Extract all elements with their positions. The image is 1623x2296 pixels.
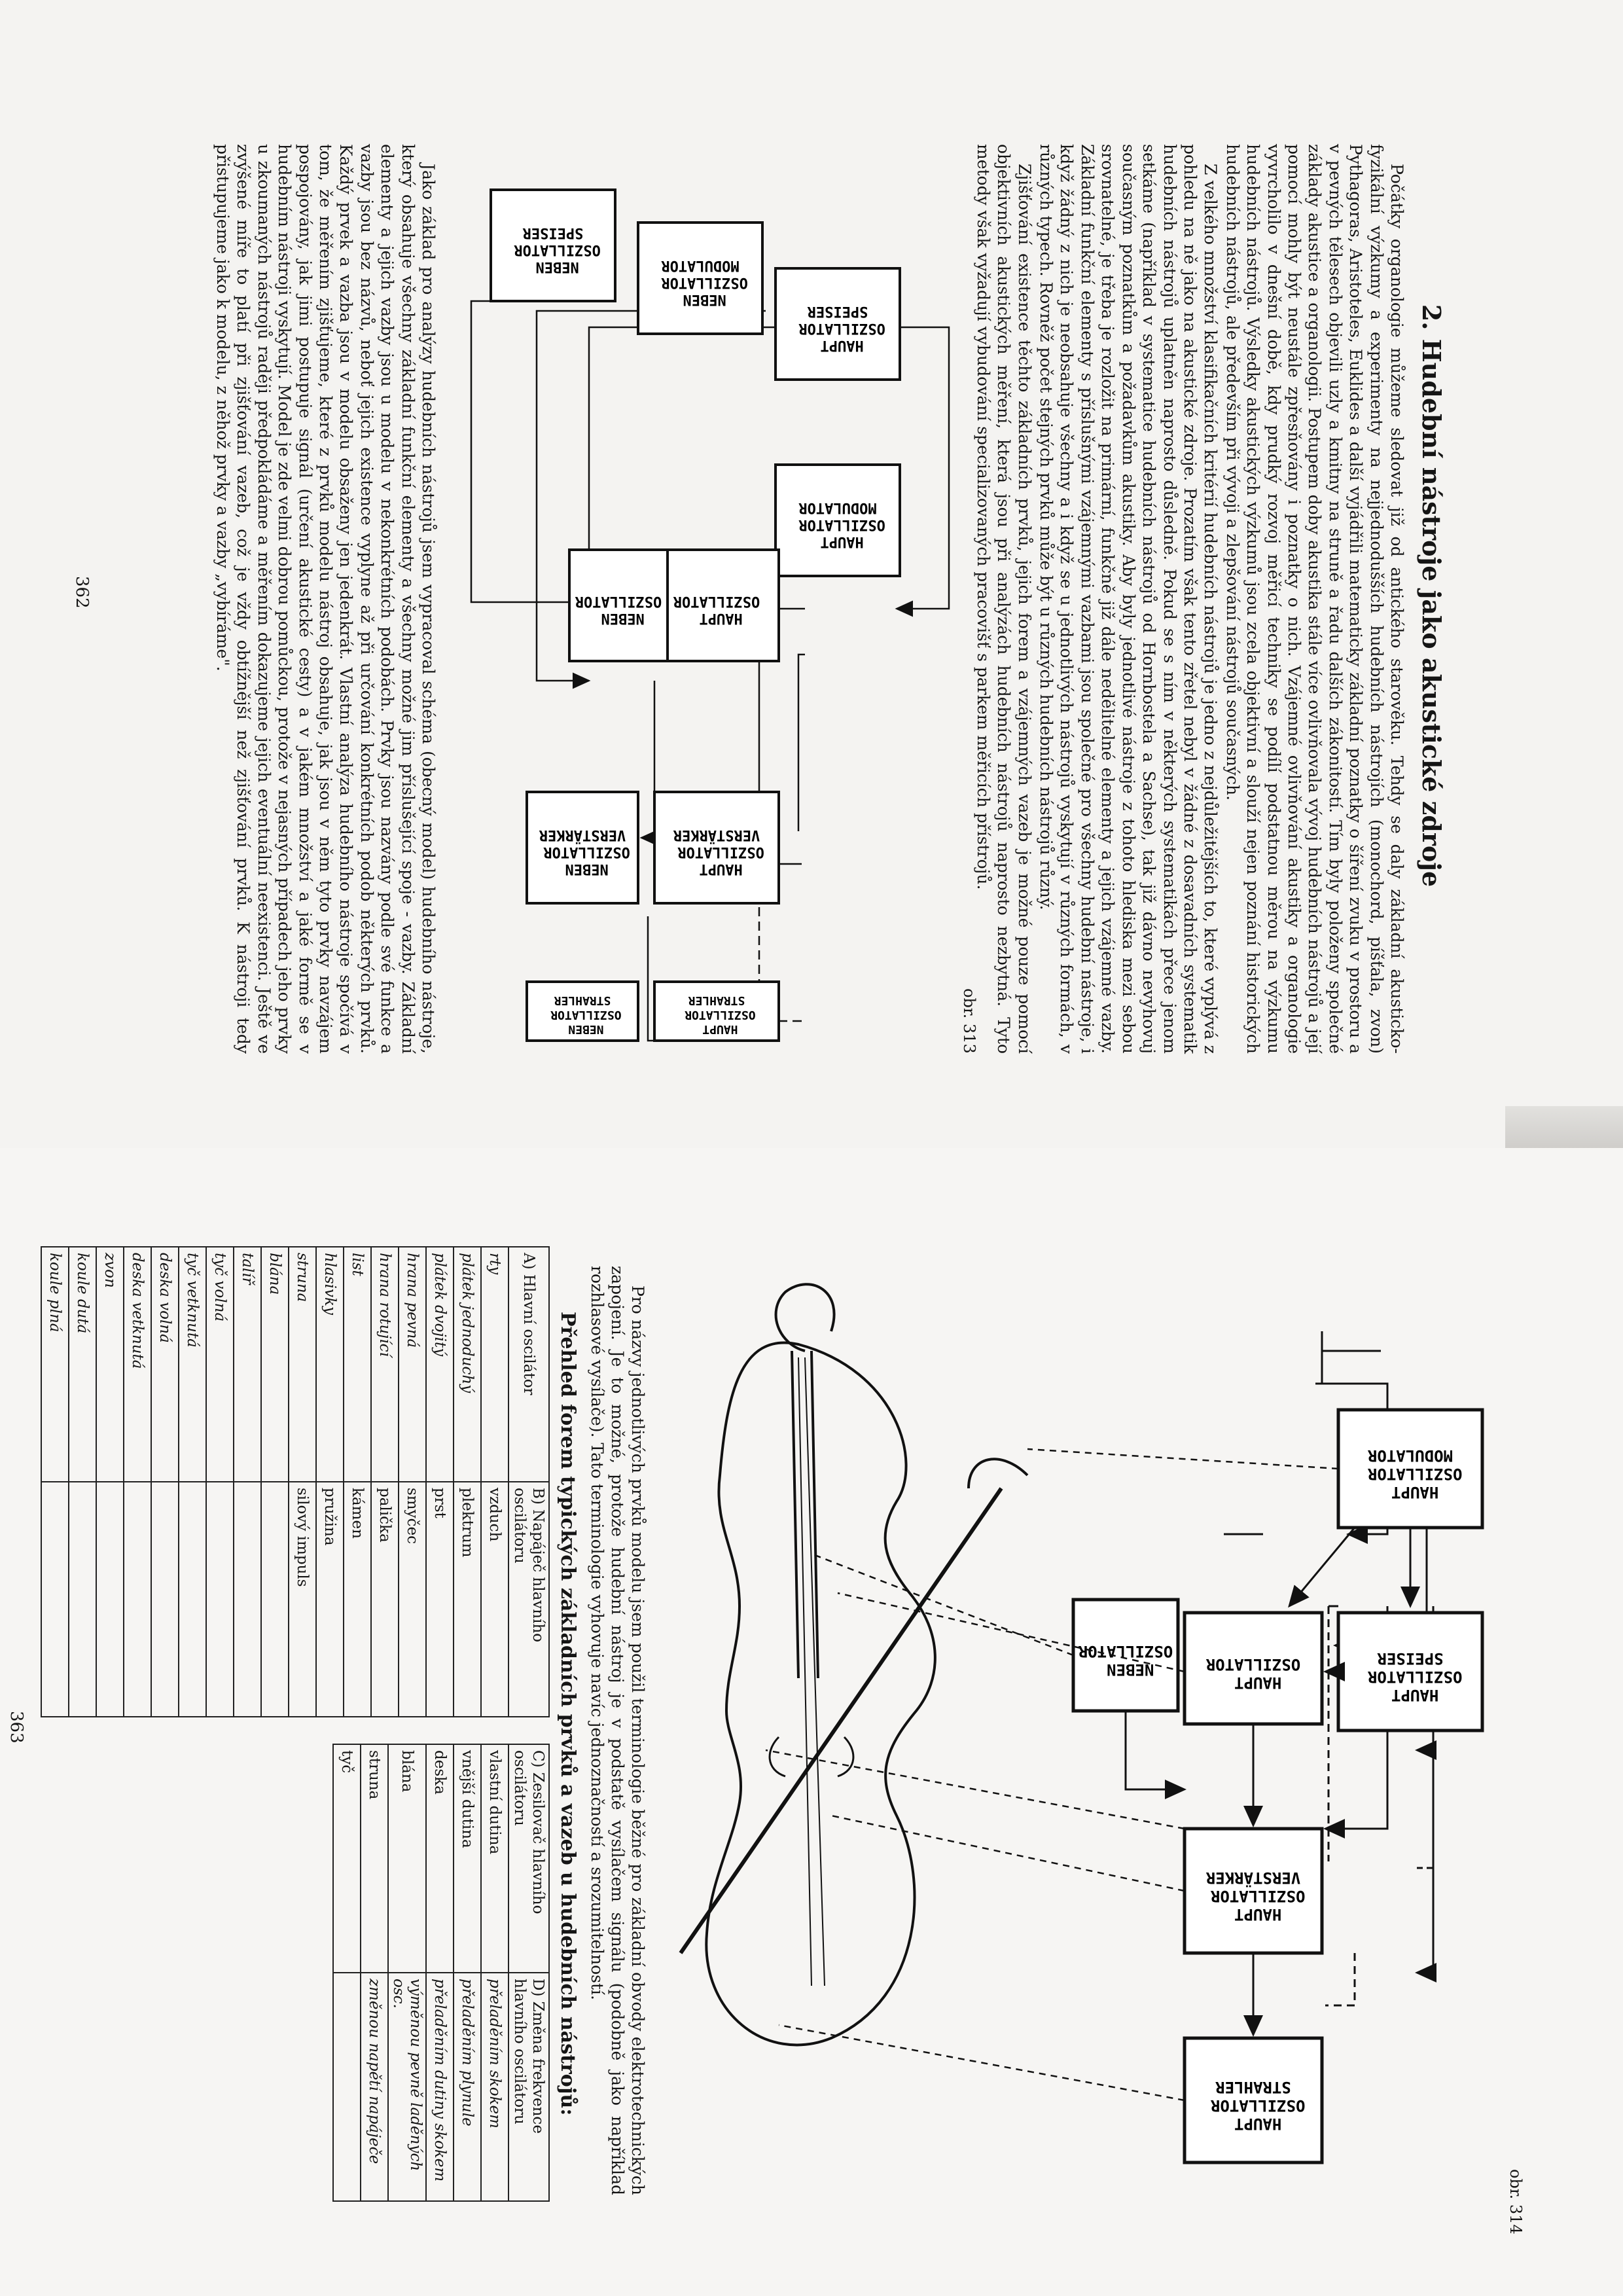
paragraph-3: Zjišťování existence těchto základních prvků, jejich forem a vzájemných vazeb je možné pouze pomocí objektivních akustických měření, která jsou při analýzách hudebních nástrojů naprosto nezbytná. Tyto metody však vyžadují vybudování specializovaných pracovišť s parkem měřicích přístrojů. <box>973 144 1034 1054</box>
label-neben-strahler-3: STRAHLER <box>554 994 611 1007</box>
table-cell: pružina <box>316 1482 344 1717</box>
table-cell: přeladěním skokem <box>481 1973 508 2201</box>
table-cell: tyč vetknutá <box>179 1247 206 1482</box>
table-ab-body <box>41 1247 549 1717</box>
label-neben-speiser-2: OSZILLATOR <box>514 242 601 258</box>
label-haupt-strahler-2: OSZILLATOR <box>685 1008 756 1022</box>
table-cell <box>179 1482 206 1717</box>
header-d: D) Změna frekvence hlavního oscilátoru <box>508 1973 549 2201</box>
label-neben-modulator-1: NEBEN <box>683 291 726 308</box>
paragraph-2: Z velkého množství klasifikačních kritérií hudebních nástrojů je jedno z nejdůležitějších to, které vyplývá z pohledu na ně jako na akustické zdroje. Prozatím však tento zřetel nebyl v žádné z dosavadních systematik hudebních nástrojů uplatněn naprosto důsledně. Pokud se s ním v některých systematikách přece jenom setkáme (například v systematice hudebních nástrojů od Hornbostela a Sachse), tak již dávno nevyhovuj současným poznatkům a požadavkům akustiky. Aby byly jednotlivé nástroje z tohoto hlediska mezi sebou srovnatelné, je třeba je rozložit na primární, funkčně již dále nedělitelné elementy a jejich vzájemné vazby. Základní funkční elementy s příslušnými vzájemnými vazbami jsou společné pro všechny hudební nástroje, i když žádný z nich je neobsahuje všechny a i když se u jednotlivých nástrojů vyskytují v různých formách, v různých typech. Rovněž počet stejných prvků může být u různých hudebních nástrojů různý. <box>1037 144 1221 1054</box>
table-row <box>344 1247 371 1717</box>
table-ab-header <box>508 1247 549 1717</box>
table-cell <box>124 1482 151 1717</box>
label-neben-strahler-1: NEBEN <box>568 1022 604 1036</box>
label-haupt-modulator-2: OSZILLATOR <box>798 516 885 533</box>
label-haupt-verstarker-2: OSZILLATOR <box>677 844 764 860</box>
table-cell <box>69 1482 96 1717</box>
table-title: Přehled forem typických základních prvků a vazeb u hudebních nástrojů: <box>556 1312 579 2116</box>
label-314-speiser-1: HAUPT <box>1391 1686 1439 1704</box>
label-neben-speiser-3: SPEISER <box>522 224 584 241</box>
paragraph-1: Počátky organologie můžeme sledovat již od antického starověku. Tehdy se daly základní akusticko-fyzikální výzkumy a experimenty na nejjednodušších hudebních nástrojích (monochord, píšťala, zvon) Pythagoras, Aristoteles, Euklides a další vyjádřili matematicky základní poznatky o šíření zvuku v prostoru a v pevných tělesech objevili uzly a kmitny na struně a řadu dalších zákonitostí. Tím byly položeny společné základy akustice a organologii. Postupem doby akustika stále více ovlivňovala vývoj hudebních nástrojů a její pomocí mohly být neustále zpřesňovány i poznatky o nich. Vzájemné ovlivňování akustiky a organologie vyvrcholilo v dnešní době, kdy prudký rozvoj měřicí techniky se podílí podstatnou měrou na výzkumu hudebních nástrojů. Výsledky akustických výzkumů jsou zcela objektivní a slouží nejen poznání historických hudebních nástrojů, ale především při vývoji a zlepšování nástrojů současných. <box>1222 144 1406 1054</box>
table-cell: talíř <box>234 1247 261 1482</box>
model-diagram-313 <box>445 183 955 1047</box>
block-314-neben-oszillator <box>1073 1600 1178 1711</box>
block-314-haupt-speiser <box>1338 1613 1482 1731</box>
page-number-362: 362 <box>72 576 92 609</box>
label-314-strahler-2: OSZILLATOR <box>1210 2096 1306 2115</box>
violin-illustration <box>681 1284 1027 2045</box>
label-314-verstarker-2: OSZILLATOR <box>1210 1887 1306 1905</box>
table-cell <box>151 1482 179 1717</box>
table-cell: kámen <box>344 1482 371 1717</box>
block-haupt-oszillator-verstarker <box>654 792 779 903</box>
block-314-haupt-oszillator <box>1185 1613 1322 1724</box>
table-cell: palička <box>371 1482 399 1717</box>
table-row <box>426 1247 454 1717</box>
table-row <box>151 1247 179 1717</box>
label-314-modulator-3: MODULATOR <box>1367 1446 1454 1465</box>
violin-strings <box>798 1357 825 1986</box>
table-cell: přeladěním plynule <box>454 1973 481 2201</box>
label-neben-verstarker-1: NEBEN <box>565 861 609 877</box>
table-cell: tyč volná <box>206 1247 234 1482</box>
block-neben-oszillator-modulator <box>638 223 762 334</box>
table-cell: deska <box>426 1744 454 1973</box>
table-row <box>234 1247 261 1717</box>
table-row <box>124 1247 151 1717</box>
table-cell <box>96 1482 124 1717</box>
table-row <box>361 1744 388 2201</box>
lower-paragraphs <box>211 144 438 1054</box>
table-row <box>96 1247 124 1717</box>
label-neben-modulator-2: OSZILLATOR <box>661 274 748 291</box>
table-row <box>481 1744 508 2201</box>
violin-bow <box>681 1488 1001 1953</box>
table-row <box>333 1744 361 2201</box>
table-cell: blána <box>261 1247 289 1482</box>
block-neben-oszillator <box>569 550 668 661</box>
violin-body-outline <box>706 1342 935 2045</box>
table-cd-header <box>508 1744 549 2201</box>
block-neben-oszillator-strahler <box>527 982 638 1041</box>
table-cell: deska volná <box>151 1247 179 1482</box>
block-314-haupt-verstarker <box>1185 1829 1322 1953</box>
label-haupt-oszillator-1: HAUPT <box>699 610 743 626</box>
table-cell: plektrum <box>454 1482 481 1717</box>
model-diagram-314 <box>635 1253 1486 2182</box>
table-row <box>41 1247 69 1717</box>
table-cell: hlasivky <box>316 1247 344 1482</box>
block-314-haupt-modulator <box>1338 1410 1482 1528</box>
table-cell: rty <box>481 1247 508 1482</box>
label-haupt-speiser-2: OSZILLATOR <box>798 320 885 336</box>
table-cell: struna <box>361 1744 388 1973</box>
table-cell <box>41 1482 69 1717</box>
chapter-title: 2. Hudební nástroje jako akustické zdroje <box>1417 304 1446 888</box>
table-cell: struna <box>289 1247 316 1482</box>
label-314-modulator-1: HAUPT <box>1391 1483 1439 1501</box>
table-cd-body <box>333 1744 549 2201</box>
table-cell: tyč <box>333 1744 361 1973</box>
table-row <box>69 1247 96 1717</box>
table-oscillator-feeder <box>41 1246 550 1717</box>
label-314-modulator-2: OSZILLATOR <box>1367 1465 1463 1483</box>
table-cell <box>261 1482 289 1717</box>
table-amplifier-frequency <box>332 1744 550 2202</box>
table-row <box>426 1744 454 2201</box>
intro-terminology <box>587 1266 648 2195</box>
header-c: C) Zesilovač hlavního oscilátoru <box>508 1744 549 1973</box>
label-314-neben-2: OSZILLATOR <box>1078 1642 1173 1660</box>
figure-314-label: obr. 314 <box>1507 2169 1525 2234</box>
page-363-rotated-content <box>0 1148 1623 2296</box>
block-haupt-oszillator-modulator <box>776 465 900 576</box>
label-neben-modulator-3: MODULATOR <box>661 257 740 274</box>
table-cell: vlastní dutina <box>481 1744 508 1973</box>
label-neben-oszillator-2: OSZILLATOR <box>575 593 662 609</box>
table-cell: blána <box>388 1744 426 1973</box>
table-row <box>206 1247 234 1717</box>
table-row <box>316 1247 344 1717</box>
block-neben-oszillator-verstarker <box>527 792 638 903</box>
label-haupt-oszillator-2: OSZILLATOR <box>673 593 760 609</box>
violin-neck <box>792 1351 818 1678</box>
block-neben-oszillator-speiser <box>491 190 615 301</box>
violin-scroll <box>776 1284 834 1351</box>
label-haupt-modulator-1: HAUPT <box>820 533 864 550</box>
table-cell: koule plná <box>41 1247 69 1482</box>
label-haupt-speiser-1: HAUPT <box>820 337 864 353</box>
table-cell: plátek jednoduchý <box>454 1247 481 1482</box>
label-neben-strahler-2: OSZILLATOR <box>550 1008 622 1022</box>
table-cell: koule dutá <box>69 1247 96 1482</box>
diagram-314-blocks <box>1073 1410 1482 2162</box>
table-row <box>261 1247 289 1717</box>
table-row <box>179 1247 206 1717</box>
block-haupt-oszillator-speiser <box>776 268 900 380</box>
page-363 <box>0 1148 1623 2296</box>
label-314-verstarker-1: HAUPT <box>1234 1905 1282 1924</box>
bow-hand <box>969 1459 1027 1488</box>
table-cell: přeladěním dutiny skokem <box>426 1973 454 2201</box>
header-a: A) Hlavní oscilátor <box>508 1247 549 1482</box>
table-cell: plátek dvojitý <box>426 1247 454 1482</box>
label-314-speiser-2: OSZILLATOR <box>1367 1668 1463 1686</box>
label-314-oszillator-1: HAUPT <box>1234 1674 1282 1692</box>
table-row <box>388 1744 426 2201</box>
label-314-speiser-3: SPEISER <box>1377 1649 1444 1668</box>
table-cell: list <box>344 1247 371 1482</box>
violin-f-holes <box>770 1737 853 1776</box>
table-cell: silový impuls <box>289 1482 316 1717</box>
table-cell <box>206 1482 234 1717</box>
table-cell: smyčec <box>399 1482 426 1717</box>
label-314-strahler-3: STRAHLER <box>1215 2078 1291 2096</box>
label-314-oszillator-2: OSZILLATOR <box>1205 1655 1301 1674</box>
table-row <box>289 1247 316 1717</box>
table-cell: vnější dutina <box>454 1744 481 1973</box>
block-314-haupt-strahler <box>1185 2038 1322 2162</box>
table-cell: změnou napětí napáječe <box>361 1973 388 2201</box>
table-cell <box>333 1973 361 2201</box>
label-haupt-speiser-3: SPEISER <box>807 303 868 319</box>
label-neben-oszillator-1: NEBEN <box>601 610 645 626</box>
diagram-313-connections <box>471 301 949 1041</box>
table-row <box>481 1247 508 1717</box>
diagram-313-blocks <box>491 190 900 1041</box>
label-haupt-strahler-1: HAUPT <box>702 1022 738 1036</box>
label-haupt-verstarker-1: HAUPT <box>699 861 743 877</box>
table-row <box>454 1247 481 1717</box>
label-haupt-modulator-3: MODULATOR <box>798 499 877 516</box>
header-b: B) Napáječ hlavního oscilátoru <box>508 1482 549 1717</box>
label-haupt-verstarker-3: VERSTÄRKER <box>673 827 760 843</box>
label-314-verstarker-3: VERSTÄRKER <box>1205 1869 1301 1887</box>
table-cell: deska vetknutá <box>124 1247 151 1482</box>
label-314-neben-1: NEBEN <box>1107 1660 1154 1679</box>
label-neben-verstarker-3: VERSTÄRKER <box>539 827 626 843</box>
block-haupt-oszillator <box>654 550 779 661</box>
block-haupt-oszillator-strahler <box>654 982 779 1041</box>
table-cell: zvon <box>96 1247 124 1482</box>
table-row <box>371 1247 399 1717</box>
label-neben-verstarker-2: OSZILLATOR <box>543 844 630 860</box>
page-number-363: 363 <box>7 1711 26 1744</box>
figure-313-label: obr. 313 <box>960 988 978 1054</box>
table-cell: vzduch <box>481 1482 508 1717</box>
table-row <box>454 1744 481 2201</box>
label-314-strahler-1: HAUPT <box>1234 2115 1282 2133</box>
table-cell: hrana pevná <box>399 1247 426 1482</box>
label-neben-speiser-1: NEBEN <box>535 259 579 275</box>
paragraph-4: Jako základ pro analýzy hudebních nástrojů jsem vypracoval schéma (obecný model) hudebního nástroje, který obsahuje všechny základní funkční elementy a všechny možné jim příslušející spoje - vazby. Základní elementy a jejich vazby jsou u modelu v nekonkrétních podobách. Prvky jsou nazvány podle své funkce a vazby jsou bez názvů, neboť jejich existence vyplyne až při určování konkrétních podob některých prvků. Každý prvek a vazba jsou v modelu obsaženy jen jedenkrát. Vlastní analýza hudebního nástroje spočívá v tom, že měřením zjišťujeme, které z prvků modelu nástroj obsahuje, jak jsou v něm tyto prvky navzájem pospojovány, jak jimi postupuje signál (určení akustické cesty) a v jakém množství a jaké formě se v hudebním nástroji vyskytují. Model je zde velmi dobrou pomůckou, protože v nejasných případech jeho prvky u zkoumaných nástrojů raději předpokládáme a měřením dokazujeme jejich eventuální neexistenci. Ještě ve zvýšené míře to platí při zjišťování vazeb, což je vždy obtížnější než zjišťování prvků. K nástroji tedy přistupujeme jako k modelu, z něhož prvky a vazby „vybíráme". <box>213 144 438 1054</box>
table-cell <box>234 1482 261 1717</box>
table-cell: výměnou pevně laděných osc. <box>388 1973 426 2201</box>
table-cell: hrana rotující <box>371 1247 399 1482</box>
table-row <box>399 1247 426 1717</box>
label-haupt-strahler-3: STRAHLER <box>688 994 745 1007</box>
terminology-paragraph: Pro názvy jednotlivých prvků modelu jsem použil terminologie běžné pro základní obvody elektrotechnických zapojení. Je to možné, protože hudební nástroj je v podstatě vysílačem signálu (podobně jako například rozhlasové vysílače). Tato terminologie vyhovuje navíc jednoznačností a srozumitelností. <box>588 1266 647 2195</box>
table-cell: prst <box>426 1482 454 1717</box>
intro-paragraphs <box>971 144 1407 1054</box>
